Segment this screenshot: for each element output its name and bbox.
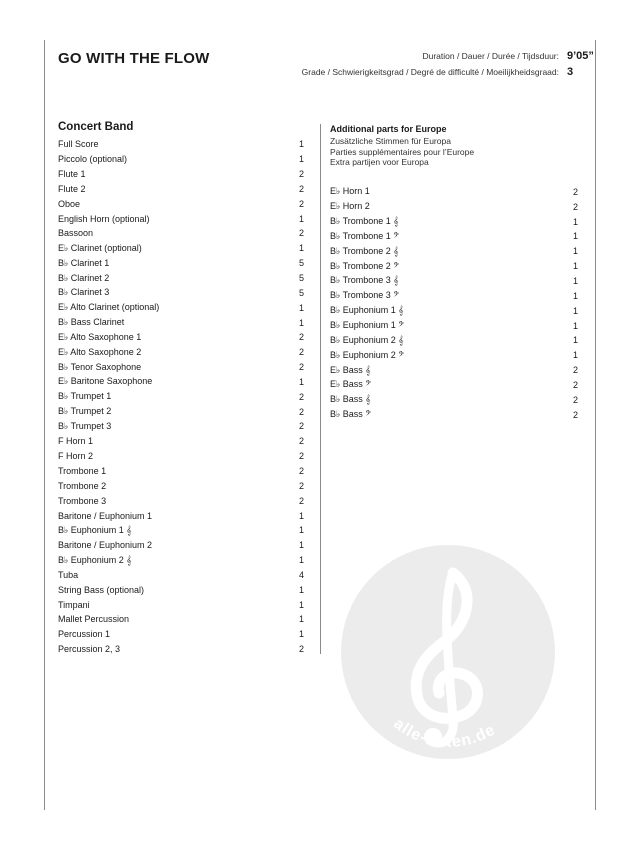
concert-band-heading: Concert Band: [58, 121, 134, 133]
part-row: [58, 419, 304, 434]
part-row: [58, 360, 304, 375]
part-name: E♭ Clarinet (optional): [58, 242, 142, 253]
part-row: [330, 348, 578, 363]
part-count: 1: [298, 154, 304, 165]
part-count: 1: [298, 317, 304, 328]
europe-parts-section: [330, 124, 578, 422]
part-name: E♭ Alto Saxophone 1: [58, 331, 142, 342]
part-count: 1: [298, 525, 304, 536]
part-name: B♭ Trumpet 2: [58, 406, 112, 417]
part-row: [58, 642, 304, 657]
part-name: E♭ Horn 1: [330, 186, 370, 197]
part-count: 1: [298, 555, 304, 566]
europe-subheading-de: Zusätzliche Stimmen für Europa: [330, 136, 451, 146]
part-count: 1: [572, 320, 578, 331]
part-name: E♭ Horn 2: [330, 201, 370, 212]
part-count: 1: [572, 216, 578, 227]
duration-row: [302, 50, 594, 66]
part-count: 1: [572, 261, 578, 272]
part-row: [330, 229, 578, 244]
part-row: [58, 137, 304, 152]
part-count: 2: [298, 465, 304, 476]
part-name: E♭ Bass 𝄞: [330, 364, 371, 375]
part-count: 2: [298, 421, 304, 432]
part-name: B♭ Euphonium 1 𝄞: [330, 305, 404, 316]
grade-label: Grade / Schwierigkeitsgrad / Degré de difficulté / Moeilijkheidsgraad:: [301, 67, 559, 77]
part-row: [58, 538, 304, 553]
part-count: 2: [298, 183, 304, 194]
piece-title: GO WITH THE FLOW: [58, 50, 210, 67]
part-row: [58, 493, 304, 508]
part-row: [330, 333, 578, 348]
part-row: [58, 389, 304, 404]
part-row: [330, 288, 578, 303]
part-row: [330, 318, 578, 333]
part-count: 1: [298, 584, 304, 595]
part-name: Flute 2: [58, 183, 86, 194]
part-count: 2: [298, 198, 304, 209]
part-count: 1: [572, 305, 578, 316]
part-count: 2: [572, 186, 578, 197]
duration-label: Duration / Dauer / Durée / Tijdsduur:: [422, 51, 559, 61]
part-count: 1: [298, 540, 304, 551]
part-name: Oboe: [58, 198, 81, 209]
part-row: [58, 315, 304, 330]
grade-value: 3: [567, 66, 574, 78]
part-row: [330, 407, 578, 422]
part-name: Percussion 2, 3: [58, 644, 121, 655]
part-count: 1: [298, 376, 304, 387]
part-row: [58, 167, 304, 182]
part-count: 1: [298, 614, 304, 625]
part-row: [330, 363, 578, 378]
treble-clef-icon: [341, 545, 555, 759]
part-count: 1: [572, 350, 578, 361]
europe-parts-list: [330, 185, 578, 423]
part-name: B♭ Trombone 2 𝄢: [330, 260, 400, 271]
right-margin-rule: [595, 40, 596, 810]
part-name: Piccolo (optional): [58, 154, 128, 165]
concert-band-parts-list: [58, 137, 304, 657]
part-name: B♭ Trumpet 3: [58, 420, 112, 431]
part-count: 2: [572, 409, 578, 420]
part-row: [58, 582, 304, 597]
column-divider: [320, 124, 321, 654]
part-count: 2: [298, 436, 304, 447]
part-row: [58, 375, 304, 390]
part-count: 1: [298, 510, 304, 521]
part-row: [330, 214, 578, 229]
concert-band-section: [58, 121, 304, 657]
part-name: B♭ Bass 𝄞: [330, 394, 371, 405]
part-count: 1: [572, 246, 578, 257]
part-count: 2: [572, 365, 578, 376]
part-row: [58, 241, 304, 256]
part-row: [58, 612, 304, 627]
part-name: Timpani: [58, 599, 90, 610]
part-row: [330, 199, 578, 214]
part-name: B♭ Trumpet 1: [58, 391, 112, 402]
part-row: [58, 152, 304, 167]
part-row: [58, 196, 304, 211]
part-count: 1: [572, 231, 578, 242]
europe-subheading-fr: Parties supplémentaires pour l’Europe: [330, 146, 475, 157]
part-count: 1: [298, 629, 304, 640]
part-name: Full Score: [58, 139, 99, 150]
part-name: Mallet Percussion: [58, 614, 130, 625]
watermark-logo: [341, 545, 555, 759]
part-name: B♭ Euphonium 2 𝄞: [330, 334, 404, 345]
grade-row: [302, 66, 589, 82]
part-name: String Bass (optional): [58, 584, 145, 595]
part-name: B♭ Clarinet 1: [58, 257, 110, 268]
part-name: Percussion 1: [58, 629, 111, 640]
part-row: [58, 285, 304, 300]
part-name: Trombone 2: [58, 480, 107, 491]
part-count: 5: [298, 273, 304, 284]
part-row: [330, 303, 578, 318]
part-row: [58, 478, 304, 493]
part-count: 2: [298, 362, 304, 373]
part-count: 1: [298, 213, 304, 224]
part-count: 2: [298, 480, 304, 491]
part-count: 1: [298, 302, 304, 313]
part-row: [330, 244, 578, 259]
part-row: [58, 226, 304, 241]
part-row: [58, 508, 304, 523]
part-row: [58, 523, 304, 538]
part-count: 1: [298, 599, 304, 610]
part-name: E♭ Baritone Saxophone: [58, 376, 153, 387]
part-name: Baritone / Euphonium 1: [58, 510, 153, 521]
part-name: Trombone 1: [58, 465, 107, 476]
part-count: 2: [572, 394, 578, 405]
europe-subheading-nl: Extra partijen voor Europa: [330, 157, 429, 167]
part-row: [58, 434, 304, 449]
part-name: B♭ Euphonium 1 𝄞: [58, 524, 132, 535]
part-count: 2: [298, 406, 304, 417]
part-name: B♭ Trombone 1 𝄢: [330, 230, 400, 241]
part-row: [58, 627, 304, 642]
part-count: 1: [572, 275, 578, 286]
part-row: [330, 185, 578, 200]
duration-value: 9’05”: [567, 50, 594, 62]
part-name: F Horn 1: [58, 436, 94, 447]
part-row: [58, 345, 304, 360]
part-count: 5: [298, 258, 304, 269]
part-name: B♭ Euphonium 2 𝄢: [330, 349, 405, 360]
part-name: Flute 1: [58, 169, 86, 180]
part-name: B♭ Bass Clarinet: [58, 317, 125, 328]
part-row: [330, 377, 578, 392]
part-count: 2: [572, 201, 578, 212]
part-count: 1: [298, 139, 304, 150]
part-name: Tuba: [58, 569, 79, 580]
part-row: [58, 553, 304, 568]
part-name: B♭ Trombone 3 𝄢: [330, 290, 400, 301]
part-row: [58, 464, 304, 479]
part-row: [58, 271, 304, 286]
part-row: [58, 256, 304, 271]
part-count: 1: [572, 335, 578, 346]
part-count: 2: [298, 347, 304, 358]
part-name: Bassoon: [58, 228, 94, 239]
part-count: 2: [298, 644, 304, 655]
part-row: [330, 392, 578, 407]
part-name: E♭ Alto Saxophone 2: [58, 346, 142, 357]
part-count: 2: [298, 332, 304, 343]
part-row: [58, 449, 304, 464]
part-count: 1: [572, 290, 578, 301]
part-row: [58, 211, 304, 226]
part-name: B♭ Clarinet 2: [58, 272, 110, 283]
part-count: 2: [298, 451, 304, 462]
part-row: [58, 182, 304, 197]
piece-meta: [301, 50, 594, 82]
part-count: 5: [298, 287, 304, 298]
part-name: E♭ Bass 𝄢: [330, 379, 372, 390]
part-name: Trombone 3: [58, 495, 107, 506]
part-name: B♭ Trombone 2 𝄞: [330, 245, 399, 256]
left-margin-rule: [44, 40, 45, 810]
part-name: B♭ Bass 𝄢: [330, 409, 372, 420]
part-name: B♭ Trombone 1 𝄞: [330, 216, 399, 227]
part-count: 2: [572, 379, 578, 390]
part-name: English Horn (optional): [58, 213, 150, 224]
part-row: [58, 567, 304, 582]
part-name: B♭ Euphonium 2 𝄞: [58, 554, 132, 565]
europe-heading: Additional parts for Europe: [330, 124, 447, 134]
part-row: [330, 274, 578, 289]
part-count: 2: [298, 391, 304, 402]
part-name: B♭ Tenor Saxophone: [58, 361, 142, 372]
part-name: B♭ Trombone 3 𝄞: [330, 275, 399, 286]
part-name: B♭ Clarinet 3: [58, 287, 110, 298]
part-count: 4: [298, 569, 304, 580]
part-count: 1: [298, 243, 304, 254]
part-name: F Horn 2: [58, 451, 94, 462]
part-row: [330, 259, 578, 274]
part-count: 2: [298, 228, 304, 239]
part-count: 2: [298, 495, 304, 506]
part-name: Baritone / Euphonium 2: [58, 540, 153, 551]
part-row: [58, 330, 304, 345]
part-row: [58, 404, 304, 419]
part-row: [58, 300, 304, 315]
part-row: [58, 597, 304, 612]
part-name: E♭ Alto Clarinet (optional): [58, 302, 160, 313]
part-count: 2: [298, 169, 304, 180]
watermark-text: alle-noten.de: [390, 715, 499, 751]
part-name: B♭ Euphonium 1 𝄢: [330, 320, 405, 331]
